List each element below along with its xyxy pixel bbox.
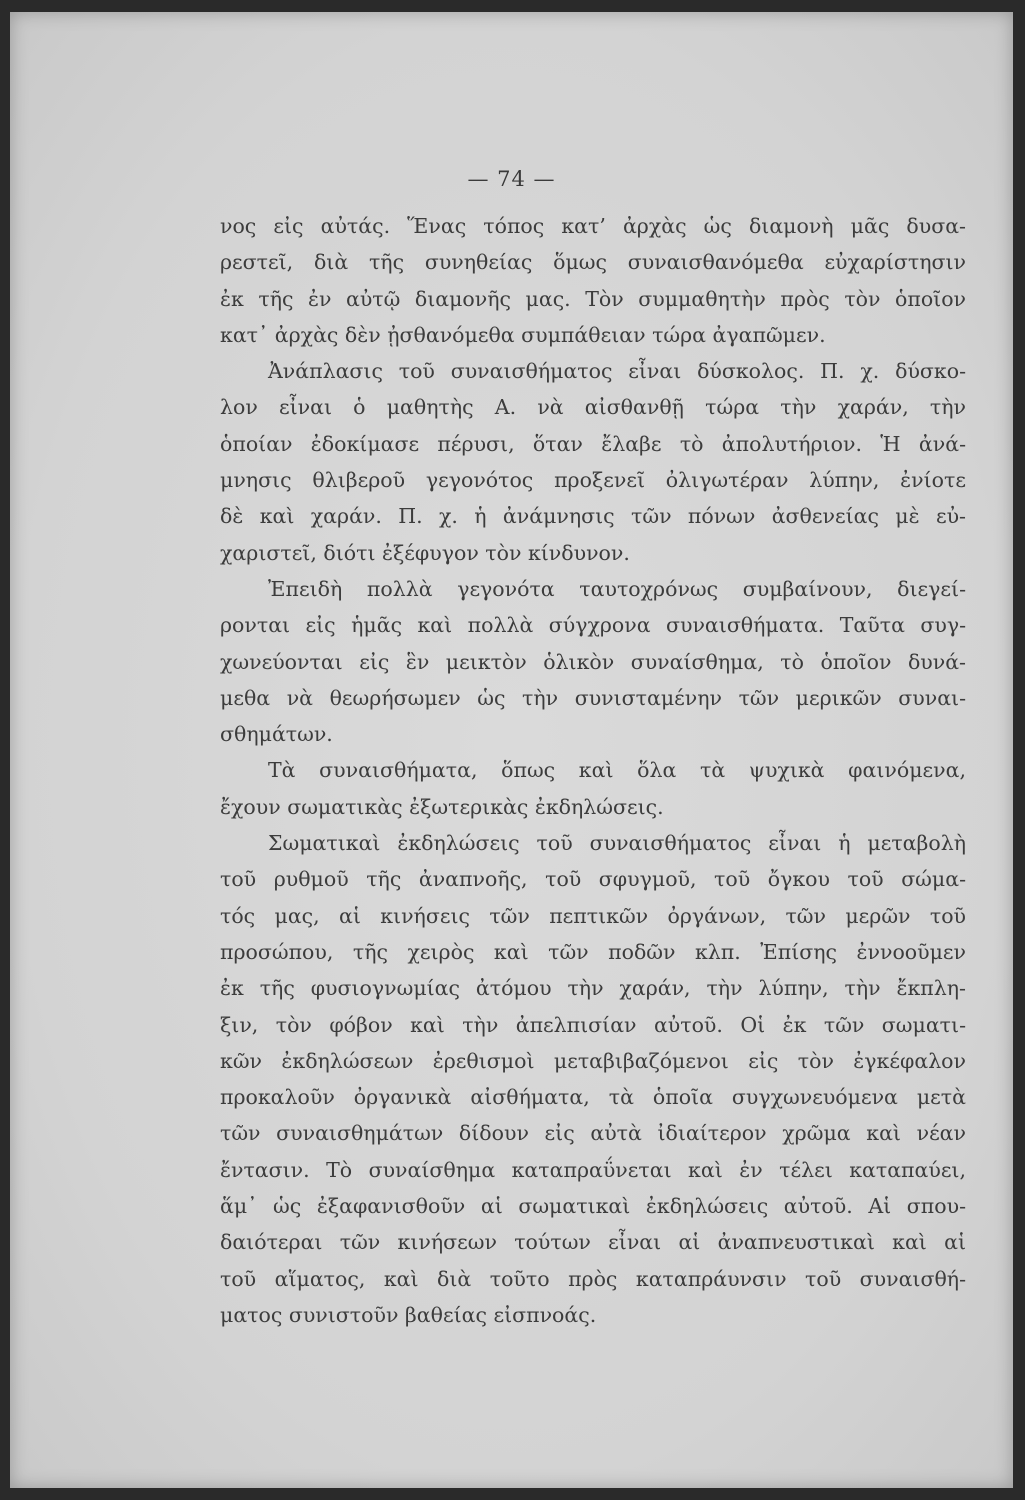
- text-line: δὲ καὶ χαράν. Π. χ. ἡ ἀνάμνησις τῶν πόνων ἀσθενείας μὲ εὐ-: [220, 504, 966, 529]
- text-line: νος εἰς αὐτάς. Ἕνας τόπος κατ’ ἀρχὰς ὡς διαμονὴ μᾶς δυσα-: [220, 214, 966, 238]
- text-line: Ἀνάπλασις τοῦ συναισθήματος εἶναι δύσκολος. Π. χ. δύσκο-: [268, 359, 966, 384]
- text-line: τοῦ ρυθμοῦ τῆς ἀναπνοῆς, τοῦ σφυγμοῦ, τοῦ ὄγκου τοῦ σώμα-: [220, 867, 966, 892]
- text-line: ἔντασιν. Τὸ συναίσθημα καταπραΰνεται καὶ ἐν τέλει καταπαύει,: [220, 1157, 966, 1182]
- text-line: Ἐπειδὴ πολλὰ γεγονότα ταυτοχρόνως συμβαίνουν, διεγεί-: [268, 576, 966, 601]
- page-number: — 74 —: [467, 167, 556, 191]
- text-line: ἅμ᾽ ὡς ἐξαφανισθοῦν αἱ σωματικαὶ ἐκδηλώσεις αὐτοῦ. Αἱ σπου-: [220, 1194, 966, 1219]
- text-line: ρεστεῖ, διὰ τῆς συνηθείας ὅμως συναισθανόμεθα εὐχαρίστησιν: [220, 250, 966, 275]
- text-line: τοῦ αἵματος, καὶ διὰ τοῦτο πρὸς καταπράυνσιν τοῦ συναισθή-: [220, 1266, 966, 1291]
- text-line: χωνεύονται εἰς ἓν μεικτὸν ὁλικὸν συναίσθημα, τὸ ὁποῖον δυνά-: [220, 649, 966, 674]
- text-line: κατ᾽ ἀρχὰς δὲν ᾐσθανόμεθα συμπάθειαν τώρα ἀγαπῶμεν.: [220, 322, 826, 347]
- text-line: Τὰ συναισθήματα, ὅπως καὶ ὅλα τὰ ψυχικὰ φαινόμενα,: [268, 758, 966, 783]
- text-line: ματος συνιστοῦν βαθείας εἰσπνοάς.: [220, 1302, 597, 1327]
- text-line: τός μας, αἱ κινήσεις τῶν πεπτικῶν ὀργάνων, τῶν μερῶν τοῦ: [220, 903, 966, 928]
- text-line: προκαλοῦν ὀργανικὰ αἰσθήματα, τὰ ὁποῖα συγχωνευόμενα μετὰ: [220, 1085, 966, 1110]
- text-line: Σωματικαὶ ἐκδηλώσεις τοῦ συναισθήματος εἶναι ἡ μεταβολὴ: [268, 831, 966, 856]
- book-page: [10, 12, 1013, 1488]
- text-line: προσώπου, τῆς χειρὸς καὶ τῶν ποδῶν κλπ. Ἐπίσης ἐννοοῦμεν: [220, 939, 966, 964]
- text-line: ἐκ τῆς φυσιογνωμίας ἀτόμου τὴν χαράν, τὴν λύπην, τὴν ἔκπλη-: [220, 976, 966, 1001]
- text-line: ὁποίαν ἐδοκίμασε πέρυσι, ὅταν ἔλαβε τὸ ἀπολυτήριον. Ἡ ἀνά-: [220, 431, 966, 456]
- text-line: τῶν συναισθημάτων δίδουν εἰς αὐτὰ ἰδιαίτερον χρῶμα καὶ νέαν: [220, 1121, 966, 1146]
- text-line: λον εἶναι ὁ μαθητὴς Α. νὰ αἰσθανθῇ τώρα τὴν χαράν, τὴν: [220, 395, 966, 420]
- text-line: δαιότεραι τῶν κινήσεων τούτων εἶναι αἱ ἀναπνευστικαὶ καὶ αἱ: [220, 1230, 966, 1255]
- text-line: ἐκ τῆς ἐν αὐτῷ διαμονῆς μας. Τὸν συμμαθητὴν πρὸς τὸν ὁποῖον: [220, 286, 966, 311]
- text-line: μεθα νὰ θεωρήσωμεν ὡς τὴν συνισταμένην τῶν μερικῶν συναι-: [220, 685, 966, 710]
- body-text: [220, 208, 966, 1333]
- text-line: ἔχουν σωματικὰς ἐξωτερικὰς ἐκδηλώσεις.: [220, 794, 664, 819]
- text-line: κῶν ἐκδηλώσεων ἐρεθισμοὶ μεταβιβαζόμενοι εἰς τὸν ἐγκέφαλον: [220, 1048, 966, 1073]
- text-line: ξιν, τὸν φόβον καὶ τὴν ἀπελπισίαν αὐτοῦ. Οἱ ἐκ τῶν σωματι-: [220, 1012, 966, 1037]
- text-line: σθημάτων.: [220, 722, 333, 747]
- text-line: μνησις θλιβεροῦ γεγονότος προξενεῖ ὀλιγωτέραν λύπην, ἐνίοτε: [220, 468, 966, 493]
- text-line: ρονται εἰς ἡμᾶς καὶ πολλὰ σύγχρονα συναισθήματα. Ταῦτα συγ-: [220, 613, 966, 638]
- text-line: χαριστεῖ, διότι ἐξέφυγον τὸν κίνδυνον.: [220, 540, 630, 565]
